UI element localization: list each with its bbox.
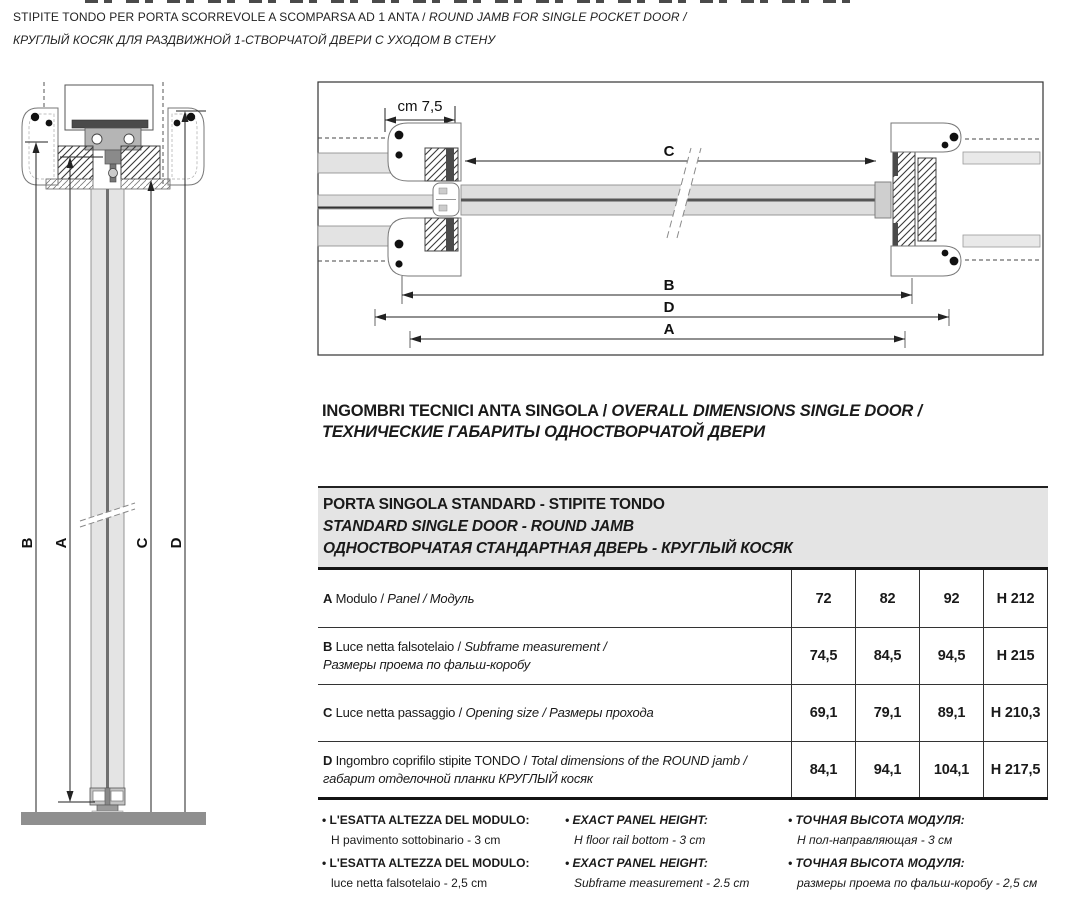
svg-text:A: A: [53, 537, 70, 549]
cell-value: 74,5: [791, 628, 855, 684]
cell-value: 94,5: [919, 628, 983, 684]
footnotes: [322, 813, 1051, 899]
cell-value: 89,1: [919, 685, 983, 741]
vertical-section-drawing: [8, 78, 218, 838]
page-title-line2: КРУГЛЫЙ КОСЯК ДЛЯ РАЗДВИЖНОЙ 1-СТВОРЧАТОЙ ДВЕРИ С УХОДОМ В СТЕНУ: [13, 33, 496, 47]
svg-text:C: C: [134, 537, 151, 549]
svg-text:D: D: [168, 537, 185, 549]
footnotes-italian: [322, 813, 565, 899]
cell-value: 82: [855, 570, 919, 627]
page-title-line1: STIPITE TONDO PER PORTA SCORREVOLE A SCOMPARSA AD 1 ANTA / ROUND JAMB FOR SINGLE POCKET DOOR /: [13, 10, 687, 24]
cell-value: 94,1: [855, 742, 919, 797]
footnote-item: • ТОЧНАЯ ВЫСОТА МОДУЛЯ: размеры проема по фальш-коробу - 2,5 см: [788, 856, 1051, 891]
door-panel-section: [80, 189, 135, 790]
svg-text:B: B: [19, 537, 36, 549]
footnotes-russian: [788, 813, 1051, 899]
page-title: [13, 6, 687, 52]
table-row-c: [318, 685, 1048, 742]
footnotes-english: [565, 813, 788, 899]
dimension-a: [410, 321, 905, 348]
head-track-housing: [65, 85, 153, 130]
wall-right: [963, 139, 1040, 260]
cell-value: H 217,5: [983, 742, 1048, 797]
dimension-d: [375, 299, 949, 326]
table-row-d: [318, 742, 1048, 800]
cell-value: 104,1: [919, 742, 983, 797]
cell-value: H 215: [983, 628, 1048, 684]
door-tail-in-pocket: [318, 195, 433, 209]
cell-value: 79,1: [855, 685, 919, 741]
svg-text:B: B: [663, 277, 675, 294]
spec-title-ru: ОДНОСТВОРЧАТАЯ СТАНДАРТНАЯ ДВЕРЬ - КРУГЛЫЙ КОСЯК: [323, 540, 793, 557]
section-heading-line1: INGOMBRI TECNICI ANTA SINGOLA / OVERALL DIMENSIONS SINGLE DOOR /: [322, 402, 922, 420]
row-label: D Ingombro coprifilo stipite TONDO / Total dimensions of the ROUND jamb / габарит отделочной планки КРУГЛЫЙ косяк: [323, 752, 747, 786]
cell-value: H 212: [983, 570, 1048, 627]
cropped-top-artifact: [85, 0, 855, 3]
table-row-b: [318, 628, 1048, 685]
spec-table-header: [318, 486, 1048, 570]
spec-title-en: STANDARD SINGLE DOOR - ROUND JAMB: [323, 518, 634, 535]
cell-value: 84,1: [791, 742, 855, 797]
bottom-rail: [90, 788, 125, 814]
cell-value: H 210,3: [983, 685, 1048, 741]
svg-text:cm 7,5: cm 7,5: [397, 98, 443, 115]
cell-value: 92: [919, 570, 983, 627]
floor: [21, 812, 206, 825]
round-jamb-profile-left: [22, 108, 58, 185]
spec-table: [318, 486, 1048, 800]
dimension-c: [465, 143, 876, 165]
section-heading: [322, 401, 922, 443]
plan-section-drawing: [313, 78, 1053, 378]
footnote-item: • EXACT PANEL HEIGHT: H floor rail bottom - 3 cm: [565, 813, 788, 848]
table-row-a: [318, 570, 1048, 628]
section-heading-line2: ТЕХНИЧЕСКИЕ ГАБАРИТЫ ОДНОСТВОРЧАТОЙ ДВЕРИ: [322, 423, 765, 441]
dimension-b: [402, 276, 912, 304]
svg-text:A: A: [663, 321, 675, 338]
svg-text:C: C: [663, 143, 675, 160]
row-label: B Luce netta falsotelaio / Subframe measurement / Размеры проема по фальш-коробу: [323, 639, 607, 672]
svg-text:D: D: [663, 299, 675, 316]
footnote-item: • ТОЧНАЯ ВЫСОТА МОДУЛЯ: Н пол-направляющая - 3 см: [788, 813, 1051, 848]
cell-value: 69,1: [791, 685, 855, 741]
cell-value: 84,5: [855, 628, 919, 684]
row-label: C Luce netta passaggio / Opening size / Размеры прохода: [323, 705, 654, 720]
footnote-item: • L'ESATTA ALTEZZA DEL MODULO: H pavimento sottobinario - 3 cm: [322, 813, 565, 848]
round-jamb-right: [891, 123, 961, 276]
row-label: A Modulo / Panel / Модуль: [323, 590, 475, 606]
footnote-item: • EXACT PANEL HEIGHT: Subframe measurement - 2.5 cm: [565, 856, 788, 891]
spec-title-it: PORTA SINGOLA STANDARD - STIPITE TONDO: [323, 496, 665, 513]
footnote-item: • L'ESATTA ALTEZZA DEL MODULO: luce netta falsotelaio - 2,5 cm: [322, 856, 565, 891]
cell-value: 72: [791, 570, 855, 627]
